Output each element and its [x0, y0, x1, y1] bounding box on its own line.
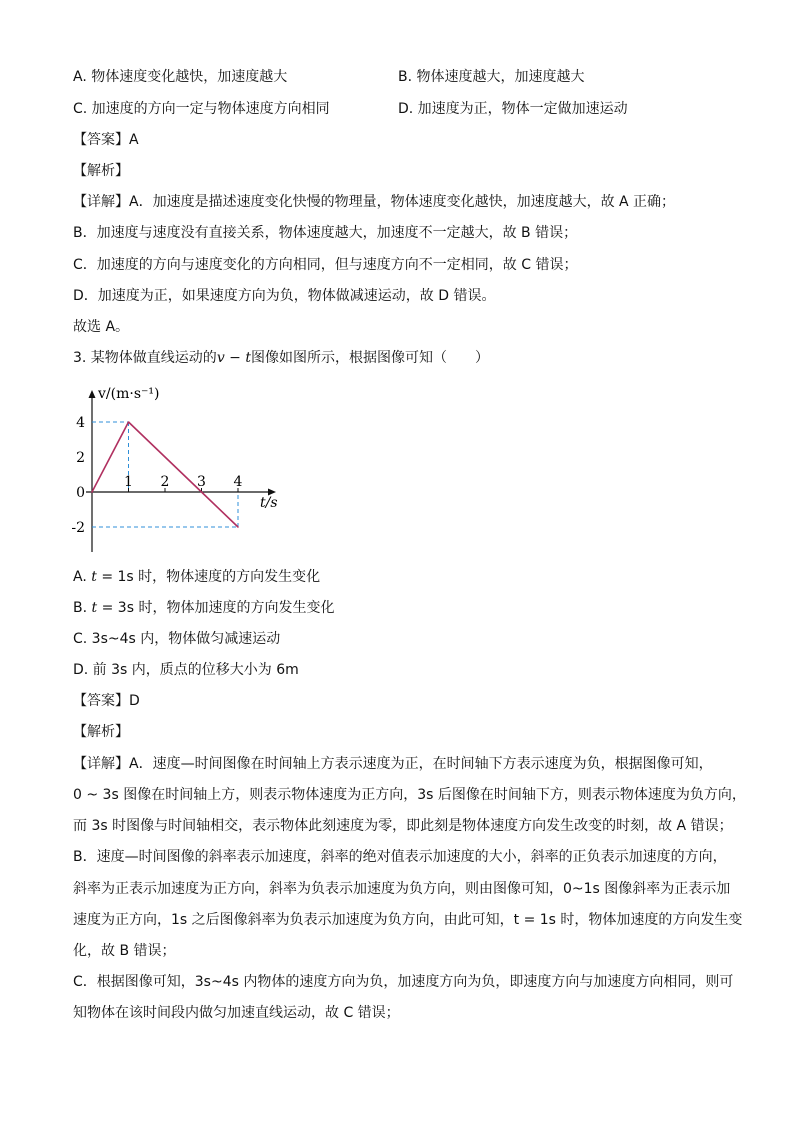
q3-analysis-line: 而 3s 时图像与时间轴相交，表示物体此刻速度为零，即此刻是物体速度方向发生改变的时刻，故 A 错误； — [73, 818, 733, 834]
q2-option-a: A. 物体速度变化越快，加速度越大 — [73, 69, 288, 85]
q3-analysis-heading: 【解析】 — [73, 724, 129, 740]
vt-chart — [70, 376, 290, 556]
q2-analysis-line: B．加速度与速度没有直接关系，物体速度越大，加速度不一定越大，故 B 错误； — [73, 225, 578, 241]
q3-analysis-line: 速度为正方向，1s 之后图像斜率为负表示加速度为负方向，由此可知，t = 1s 时，物体加速度的方向发生变 — [73, 912, 743, 928]
q3-stem — [73, 348, 489, 368]
y-tick-label: 4 — [76, 415, 85, 431]
q2-analysis-line: D．加速度为正，如果速度方向为负，物体做减速运动，故 D 错误。 — [73, 288, 496, 304]
q2-analysis-heading: 【解析】 — [73, 163, 129, 179]
q2-analysis-line: C．加速度的方向与速度变化的方向相同，但与速度方向不一定相同，故 C 错误； — [73, 257, 578, 273]
q2-option-d: D. 加速度为正，物体一定做加速运动 — [398, 101, 628, 117]
q3-stem-suffix: 图像如图所示，根据图像可知（ ） — [250, 350, 489, 366]
q3-option-b — [73, 598, 334, 618]
q3-option-b-var: t — [91, 600, 98, 616]
q3-stem-prefix: 3. 某物体做直线运动的 — [73, 350, 217, 366]
q2-answer: 【答案】A — [73, 132, 139, 148]
q3-stem-variable: v − t — [216, 350, 251, 366]
q3-answer: 【答案】D — [73, 693, 140, 709]
q2-option-b: B. 物体速度越大，加速度越大 — [398, 69, 585, 85]
q3-analysis-line: 知物体在该时间段内做匀加速直线运动，故 C 错误； — [73, 1005, 400, 1021]
q3-analysis-line: B．速度—时间图像的斜率表示加速度，斜率的绝对值表示加速度的大小，斜率的正负表示加速度的方向， — [73, 849, 727, 865]
data-point — [128, 421, 130, 423]
velocity-line-segment — [202, 492, 239, 527]
y-tick-label: 2 — [76, 450, 85, 466]
q3-option-a-var: t — [91, 569, 97, 585]
velocity-line-segment — [92, 422, 129, 492]
x-tick-label: 2 — [160, 474, 170, 490]
q3-analysis-line: C．根据图像可知，3s~4s 内物体的速度方向为负，加速度方向为负，即速度方向与加速度方向相同，则可 — [73, 974, 734, 990]
y-tick-label: -2 — [71, 520, 85, 536]
q3-analysis-line: 化，故 B 错误； — [73, 943, 176, 959]
x-tick-label: 4 — [233, 474, 243, 490]
q2-analysis-line: 【详解】A．加速度是描述速度变化快慢的物理量，物体速度变化越快，加速度越大，故 A 正确； — [73, 194, 676, 210]
q3-option-a — [73, 567, 320, 587]
data-point — [201, 491, 203, 493]
q3-option-c: C. 3s~4s 内，物体做匀减速运动 — [73, 631, 281, 647]
y-axis-label: v/(m·s⁻¹) — [98, 386, 160, 402]
x-tick-label: 1 — [124, 474, 133, 490]
y-axis-arrow — [89, 390, 96, 398]
data-point — [237, 526, 239, 528]
y-tick-label: 0 — [76, 485, 85, 501]
q3-option-a-text: = 1s 时，物体速度的方向发生变化 — [96, 569, 321, 585]
q3-analysis-line: 【详解】A．速度—时间图像在时间轴上方表示速度为正，在时间轴下方表示速度为负，根据图像可知， — [73, 756, 713, 772]
q2-option-c: C. 加速度的方向一定与物体速度方向相同 — [73, 101, 330, 117]
data-point — [91, 491, 93, 493]
q3-option-a-prefix: A. — [73, 569, 92, 585]
q2-conclusion: 故选 A。 — [73, 319, 130, 335]
q3-analysis-line: 斜率为正表示加速度为正方向，斜率为负表示加速度为负方向，则由图像可知，0~1s 图像斜率为正表示加 — [73, 881, 731, 897]
x-tick-label: 3 — [197, 474, 206, 490]
q3-option-b-text: = 3s 时，物体加速度的方向发生变化 — [97, 600, 335, 616]
q3-analysis-line: 0 ~ 3s 图像在时间轴上方，则表示物体速度为正方向，3s 后图像在时间轴下方，则表示物体速度为负方向， — [73, 787, 746, 803]
q3-option-b-prefix: B. — [73, 600, 92, 616]
x-axis-label: t/s — [260, 495, 278, 511]
q3-option-d: D. 前 3s 内，质点的位移大小为 6m — [73, 662, 299, 678]
